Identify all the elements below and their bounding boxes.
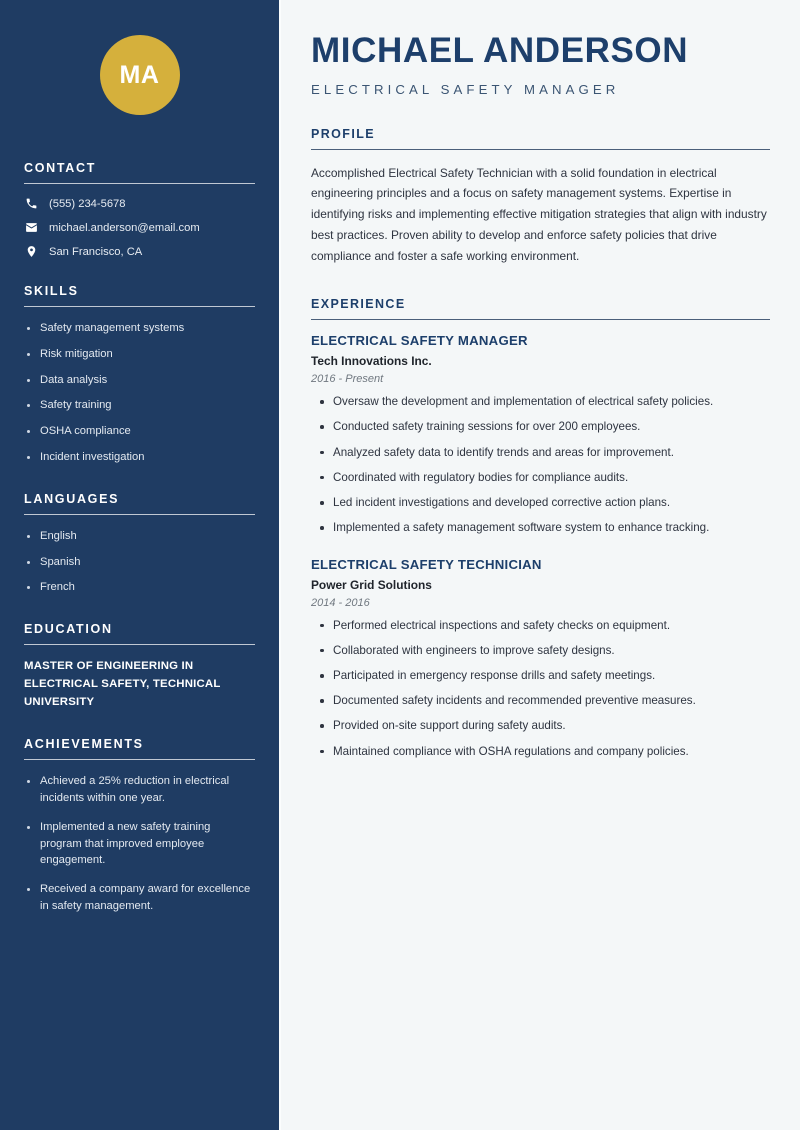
languages-divider xyxy=(24,514,255,515)
experience-entry xyxy=(311,333,770,536)
list-item xyxy=(24,423,255,440)
list-item xyxy=(333,445,770,461)
job-title: ELECTRICAL SAFETY MANAGER xyxy=(311,333,528,349)
list-item xyxy=(333,470,770,486)
list-item xyxy=(333,495,770,511)
job-bullet: Provided on-site support during safety audits. xyxy=(333,719,566,733)
contact-email-row xyxy=(24,221,255,234)
skills-list xyxy=(24,320,255,466)
list-item xyxy=(24,773,255,807)
skill-label: Risk mitigation xyxy=(40,347,113,360)
skill-label: Incident investigation xyxy=(40,450,145,463)
envelope-icon xyxy=(24,221,38,234)
language-label: Spanish xyxy=(40,555,81,568)
list-item xyxy=(24,528,255,545)
job-bullet: Maintained compliance with OSHA regulations and company policies. xyxy=(333,744,689,758)
list-item xyxy=(24,819,255,869)
list-item xyxy=(24,449,255,466)
education-divider xyxy=(24,644,255,645)
job-bullet-list xyxy=(311,618,770,760)
avatar-initials: MA xyxy=(119,60,160,89)
main-content xyxy=(279,0,800,1130)
list-item xyxy=(24,320,255,337)
achievements-section xyxy=(24,737,255,915)
experience-entry xyxy=(311,557,770,760)
sidebar xyxy=(0,0,279,1130)
experience-section xyxy=(311,297,770,760)
list-item xyxy=(333,618,770,634)
job-bullet-list xyxy=(311,394,770,536)
achievements-heading: ACHIEVEMENTS xyxy=(24,737,144,752)
list-item xyxy=(333,744,770,760)
skill-label: Safety training xyxy=(40,399,112,412)
job-bullet: Performed electrical inspections and safety checks on equipment. xyxy=(333,618,671,632)
experience-heading: EXPERIENCE xyxy=(311,297,406,312)
list-item xyxy=(333,520,770,536)
contact-divider xyxy=(24,183,255,184)
profile-heading: PROFILE xyxy=(311,126,375,141)
job-dates: 2014 - 2016 xyxy=(311,596,370,609)
list-item xyxy=(24,554,255,571)
achievements-list xyxy=(24,773,255,915)
education-section xyxy=(24,622,255,711)
list-item xyxy=(24,372,255,389)
list-item xyxy=(24,881,255,915)
job-company: Power Grid Solutions xyxy=(311,577,432,592)
contact-heading: CONTACT xyxy=(24,161,97,175)
contact-location-row xyxy=(24,245,255,258)
job-bullet: Conducted safety training sessions for over 200 employees. xyxy=(333,420,641,434)
job-company: Tech Innovations Inc. xyxy=(311,354,432,369)
job-bullet: Documented safety incidents and recommended preventive measures. xyxy=(333,694,696,708)
contact-phone-value[interactable]: (555) 234-5678 xyxy=(49,197,126,210)
list-item xyxy=(333,693,770,709)
phone-icon xyxy=(24,197,38,210)
contact-section xyxy=(24,161,255,258)
skills-section xyxy=(24,284,255,466)
achievement-label: Received a company award for excellence in safety management. xyxy=(40,883,251,912)
education-item: MASTER OF ENGINEERING IN ELECTRICAL SAFETY, TECHNICAL UNIVERSITY xyxy=(24,660,221,708)
job-bullet: Implemented a safety management software system to enhance tracking. xyxy=(333,521,710,535)
achievements-divider xyxy=(24,759,255,760)
list-item xyxy=(333,643,770,659)
education-heading: EDUCATION xyxy=(24,622,113,637)
job-bullet: Coordinated with regulatory bodies for compliance audits. xyxy=(333,470,629,484)
list-item xyxy=(333,668,770,684)
list-item xyxy=(24,579,255,596)
contact-location-value: San Francisco, CA xyxy=(49,245,143,258)
page-title: MICHAEL ANDERSON xyxy=(311,31,689,70)
list-item xyxy=(24,346,255,363)
skills-heading: SKILLS xyxy=(24,284,79,298)
languages-heading: LANGUAGES xyxy=(24,491,120,506)
skills-divider xyxy=(24,306,255,307)
profile-text: Accomplished Electrical Safety Technician with a solid foundation in electrical engineering principles and a focus on safety management systems. Expertise in identifying risks and implementing effective mitigation strategies that align with industry best practices. Proven ability to develop and enforce safety policies that drive compliance and foster a safe working environment. xyxy=(311,165,767,264)
job-title: ELECTRICAL SAFETY TECHNICIAN xyxy=(311,556,542,572)
contact-email-value[interactable]: michael.anderson@email.com xyxy=(49,221,200,234)
job-bullet: Oversaw the development and implementation of electrical safety policies. xyxy=(333,395,714,409)
profile-section xyxy=(311,127,770,268)
job-bullet: Participated in emergency response drills and safety meetings. xyxy=(333,669,656,683)
achievement-label: Achieved a 25% reduction in electrical incidents within one year. xyxy=(40,775,230,804)
job-bullet: Collaborated with engineers to improve safety designs. xyxy=(333,643,615,657)
skill-label: Data analysis xyxy=(40,373,108,386)
list-item xyxy=(24,397,255,414)
contact-phone-row xyxy=(24,197,255,210)
achievement-label: Implemented a new safety training program that improved employee engagement. xyxy=(40,820,211,867)
experience-divider xyxy=(311,319,770,320)
languages-section xyxy=(24,492,255,596)
list-item xyxy=(333,718,770,734)
avatar xyxy=(100,35,180,115)
job-subtitle: ELECTRICAL SAFETY MANAGER xyxy=(311,81,620,97)
list-item xyxy=(333,394,770,410)
avatar-container xyxy=(24,0,255,161)
language-label: English xyxy=(40,529,77,542)
language-label: French xyxy=(40,581,75,594)
job-dates: 2016 - Present xyxy=(311,373,384,386)
map-pin-icon xyxy=(24,245,38,258)
languages-list xyxy=(24,528,255,596)
profile-divider xyxy=(311,149,770,150)
job-bullet: Led incident investigations and developed corrective action plans. xyxy=(333,496,671,510)
skill-label: Safety management systems xyxy=(40,322,185,334)
list-item xyxy=(333,419,770,435)
skill-label: OSHA compliance xyxy=(40,425,131,438)
job-bullet: Analyzed safety data to identify trends and areas for improvement. xyxy=(333,445,674,459)
